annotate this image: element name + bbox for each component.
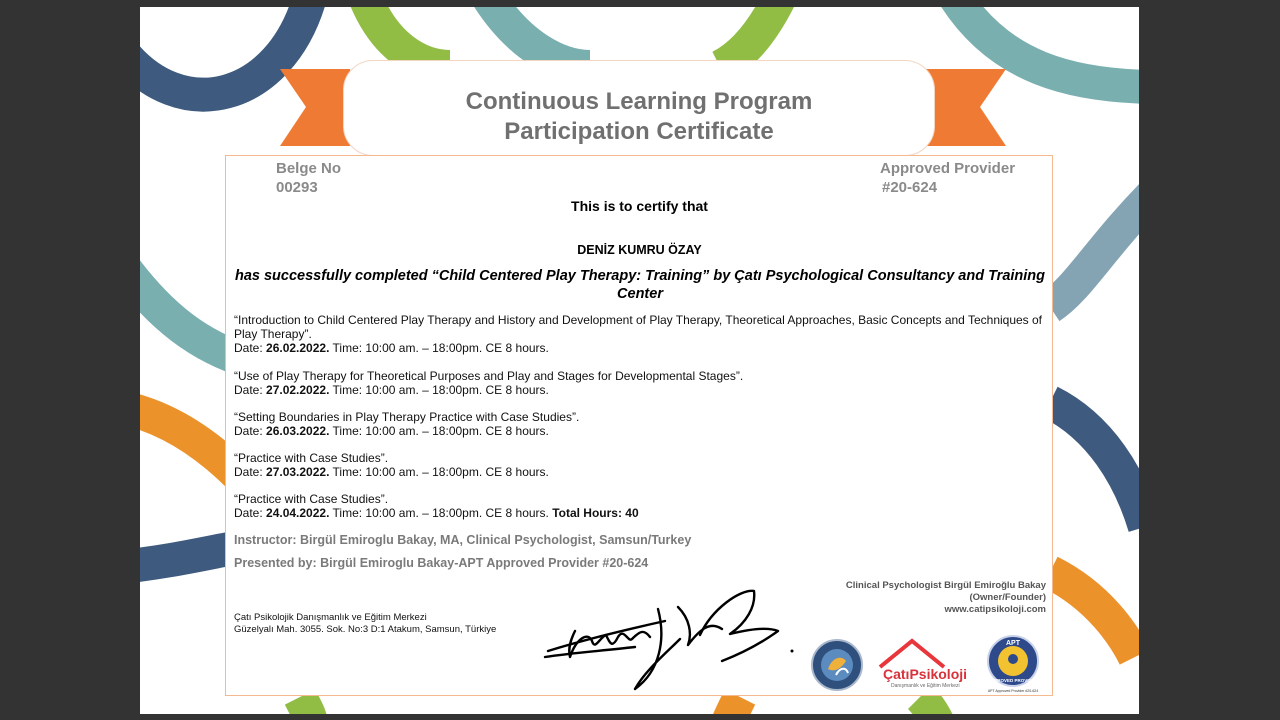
certificate-title-line1: Continuous Learning Program — [465, 88, 813, 115]
session-2-date: 27.02.2022. — [266, 383, 330, 397]
provider-number: #20-624 — [882, 179, 938, 196]
svg-text:APT: APT — [1006, 640, 1020, 647]
session-2-date-label: Date: — [234, 383, 267, 397]
session-3-title: “Setting Boundaries in Play Therapy Practice with Case Studies”. — [234, 410, 580, 424]
svg-text:APT Approved Provider #20-624: APT Approved Provider #20-624 — [987, 689, 1039, 693]
session-2-title: “Use of Play Therapy for Theoretical Purposes and Play and Stages for Developmental Stages”. — [234, 369, 744, 383]
session-1-title-cont: Play Therapy”. — [234, 327, 312, 341]
session-5-date-label: Date: — [234, 506, 267, 520]
arc-teal-top — [488, 7, 590, 67]
session-3-details: Time: 10:00 am. – 18:00pm. CE 8 hours. — [329, 424, 549, 438]
session-3 — [234, 410, 1044, 438]
svg-text:Danışmanlık ve Eğitim Merkezi: Danışmanlık ve Eğitim Merkezi — [891, 683, 960, 689]
certificate-document — [140, 7, 1139, 714]
certificate-title-line2: Participation Certificate — [504, 118, 774, 145]
session-1-title: “Introduction to Child Centered Play Therapy and History and Development of Play Therapy, Theoretical Approaches, Basic Concepts and Techniques of — [234, 313, 1043, 327]
arc-green-bottom-right — [920, 697, 940, 714]
cati-psikoloji-logo — [875, 637, 980, 693]
session-4-details: Time: 10:00 am. – 18:00pm. CE 8 hours. — [329, 465, 549, 479]
signer-role: (Owner/Founder) — [969, 592, 1046, 603]
svg-text:APPROVED PROVIDER: APPROVED PROVIDER — [987, 678, 1039, 683]
session-1-date: 26.02.2022. — [266, 341, 330, 355]
center-name: Çatı Psikolojik Danışmanlık ve Eğitim Merkezi — [234, 612, 427, 623]
arc-green-top — [365, 7, 450, 67]
completion-statement — [230, 267, 1050, 303]
session-1-details: Time: 10:00 am. – 18:00pm. CE 8 hours. — [329, 341, 549, 355]
total-hours: Total Hours: 40 — [552, 506, 639, 520]
session-5-details: Time: 10:00 am. – 18:00pm. CE 8 hours. — [329, 506, 553, 520]
session-4-date-label: Date: — [234, 465, 267, 479]
arc-green-bottom — [300, 697, 312, 714]
certify-text: This is to certify that — [571, 198, 708, 214]
recipient-name: DENİZ KUMRU ÖZAY — [577, 243, 702, 257]
session-5-title: “Practice with Case Studies”. — [234, 492, 389, 506]
belge-number: 00293 — [276, 179, 318, 196]
session-1 — [234, 313, 1044, 355]
provider-label: Approved Provider — [880, 160, 1016, 177]
arc-orange-bottom — [726, 697, 740, 714]
session-5 — [234, 492, 1044, 520]
completion-line2: Center — [617, 286, 663, 302]
center-address: Güzelyalı Mah. 3055. Sok. No:3 D:1 Atakum, Samsun, Türkiye — [234, 624, 497, 635]
completion-line1: has successfully completed “Child Centered Play Therapy: Training” by Çatı Psychological Consultancy and Training — [234, 268, 1046, 284]
presented-by-line: Presented by: Birgül Emiroglu Bakay-APT Approved Provider #20-624 — [234, 556, 649, 570]
signer-website: www.catipsikoloji.com — [944, 604, 1046, 615]
session-1-date-label: Date: — [234, 341, 267, 355]
signer-name: Clinical Psychologist Birgül Emiroğlu Bakay — [845, 580, 1046, 591]
association-logo — [810, 637, 864, 698]
session-4-date: 27.03.2022. — [266, 465, 330, 479]
session-2 — [234, 369, 1044, 397]
ribbon-left — [280, 69, 350, 146]
apt-approved-provider-seal — [985, 633, 1041, 693]
session-5-date: 24.04.2022. — [266, 506, 330, 520]
svg-text:ÇatıPsikoloji: ÇatıPsikoloji — [883, 666, 968, 682]
session-3-date-label: Date: — [234, 424, 267, 438]
session-2-details: Time: 10:00 am. – 18:00pm. CE 8 hours. — [329, 383, 549, 397]
signature-image — [540, 579, 800, 691]
belge-label: Belge No — [276, 160, 342, 177]
title-banner — [343, 60, 935, 156]
session-3-date: 26.03.2022. — [266, 424, 330, 438]
arc-green-top-right — [720, 7, 780, 67]
arc-orange-right — [1050, 572, 1135, 657]
session-4-title: “Practice with Case Studies”. — [234, 451, 389, 465]
center-info — [234, 612, 496, 636]
instructor-line: Instructor: Birgül Emiroglu Bakay, MA, Clinical Psychologist, Samsun/Turkey — [234, 533, 692, 547]
session-4 — [234, 451, 1044, 479]
arc-navy-right — [1050, 402, 1139, 527]
